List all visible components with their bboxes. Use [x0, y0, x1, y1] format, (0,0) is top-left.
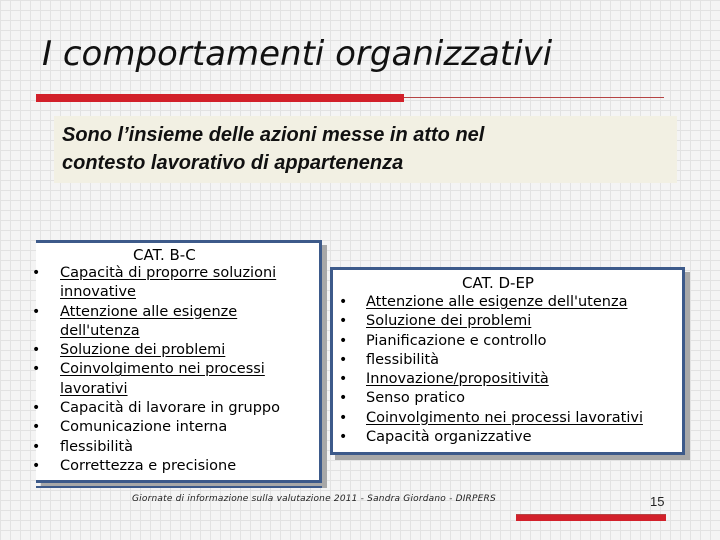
bullet-icon: •: [32, 361, 41, 378]
footer-accent-bar: [516, 515, 666, 521]
subtitle-line-2: contesto lavorativo di appartenenza: [62, 152, 404, 174]
list-item: [32, 360, 308, 399]
list-item: [32, 399, 308, 418]
list-item: [339, 370, 684, 389]
bullet-icon: •: [339, 313, 348, 330]
list-item: [32, 303, 308, 342]
cat-dep-title: CAT. D-EP: [462, 274, 534, 292]
bullet-icon: •: [32, 419, 41, 436]
slide-title: I comportamenti organizzativi: [42, 34, 553, 74]
list-item: [339, 312, 684, 331]
list-item-text: Coinvolgimento nei processi lavorativi: [366, 409, 643, 426]
bullet-icon: •: [339, 371, 348, 388]
bullet-icon: •: [32, 342, 41, 359]
page-number: 15: [650, 494, 665, 509]
list-item: [339, 332, 684, 351]
bullet-icon: •: [32, 457, 41, 474]
list-item-text: Senso pratico: [366, 390, 465, 407]
list-item-text: Attenzione alle esigenze dell'utenza: [366, 294, 628, 310]
bullet-icon: •: [32, 303, 41, 320]
subtitle: [62, 121, 662, 177]
title-accent-bar: [36, 94, 404, 102]
bullet-icon: •: [32, 400, 41, 417]
title-accent-line: [404, 97, 664, 98]
cat-bc-title: CAT. B-C: [133, 246, 196, 264]
list-item-text: Capacità di proporre soluzioni innovative: [60, 265, 277, 301]
list-item: [339, 293, 684, 312]
list-item: [32, 438, 308, 457]
cat-dep-list: [339, 293, 684, 447]
bullet-icon: •: [339, 294, 348, 310]
list-item: [339, 428, 684, 447]
list-item: [32, 264, 308, 303]
list-item: [339, 409, 684, 428]
bullet-icon: •: [339, 429, 348, 446]
list-item: [339, 389, 684, 408]
bullet-icon: •: [339, 332, 348, 349]
list-item: [32, 341, 308, 360]
list-item-text: Coinvolgimento nei processi lavorativi: [60, 361, 265, 397]
bullet-icon: •: [339, 409, 348, 426]
footer-text: Giornate di informazione sulla valutazione 2011 - Sandra Giordano - DIRPERS: [132, 494, 496, 504]
footer-divider-left: [36, 486, 322, 488]
subtitle-line-1: Sono l’insieme delle azioni messe in atto nel: [62, 124, 485, 146]
list-item: [32, 418, 308, 437]
list-item-text: flessibilità: [366, 351, 440, 368]
list-item-text: Soluzione dei problemi: [366, 313, 532, 330]
list-item-text: Soluzione dei problemi: [60, 342, 226, 359]
list-item-text: Innovazione/propositività: [366, 371, 549, 388]
bullet-icon: •: [339, 351, 348, 368]
cat-bc-list: [32, 264, 308, 476]
list-item-text: Correttezza e precisione: [60, 457, 237, 474]
list-item-text: Pianificazione e controllo: [366, 332, 547, 349]
list-item-text: Capacità di lavorare in gruppo: [60, 400, 280, 417]
bullet-icon: •: [32, 438, 41, 455]
bullet-icon: •: [32, 265, 41, 281]
list-item-text: flessibilità: [60, 438, 134, 455]
list-item-text: Attenzione alle esigenze dell'utenza: [60, 303, 238, 339]
bullet-icon: •: [339, 390, 348, 407]
list-item: [339, 351, 684, 370]
list-item: [32, 457, 308, 476]
list-item-text: Comunicazione interna: [60, 419, 228, 436]
list-item-text: Capacità organizzative: [366, 429, 532, 446]
